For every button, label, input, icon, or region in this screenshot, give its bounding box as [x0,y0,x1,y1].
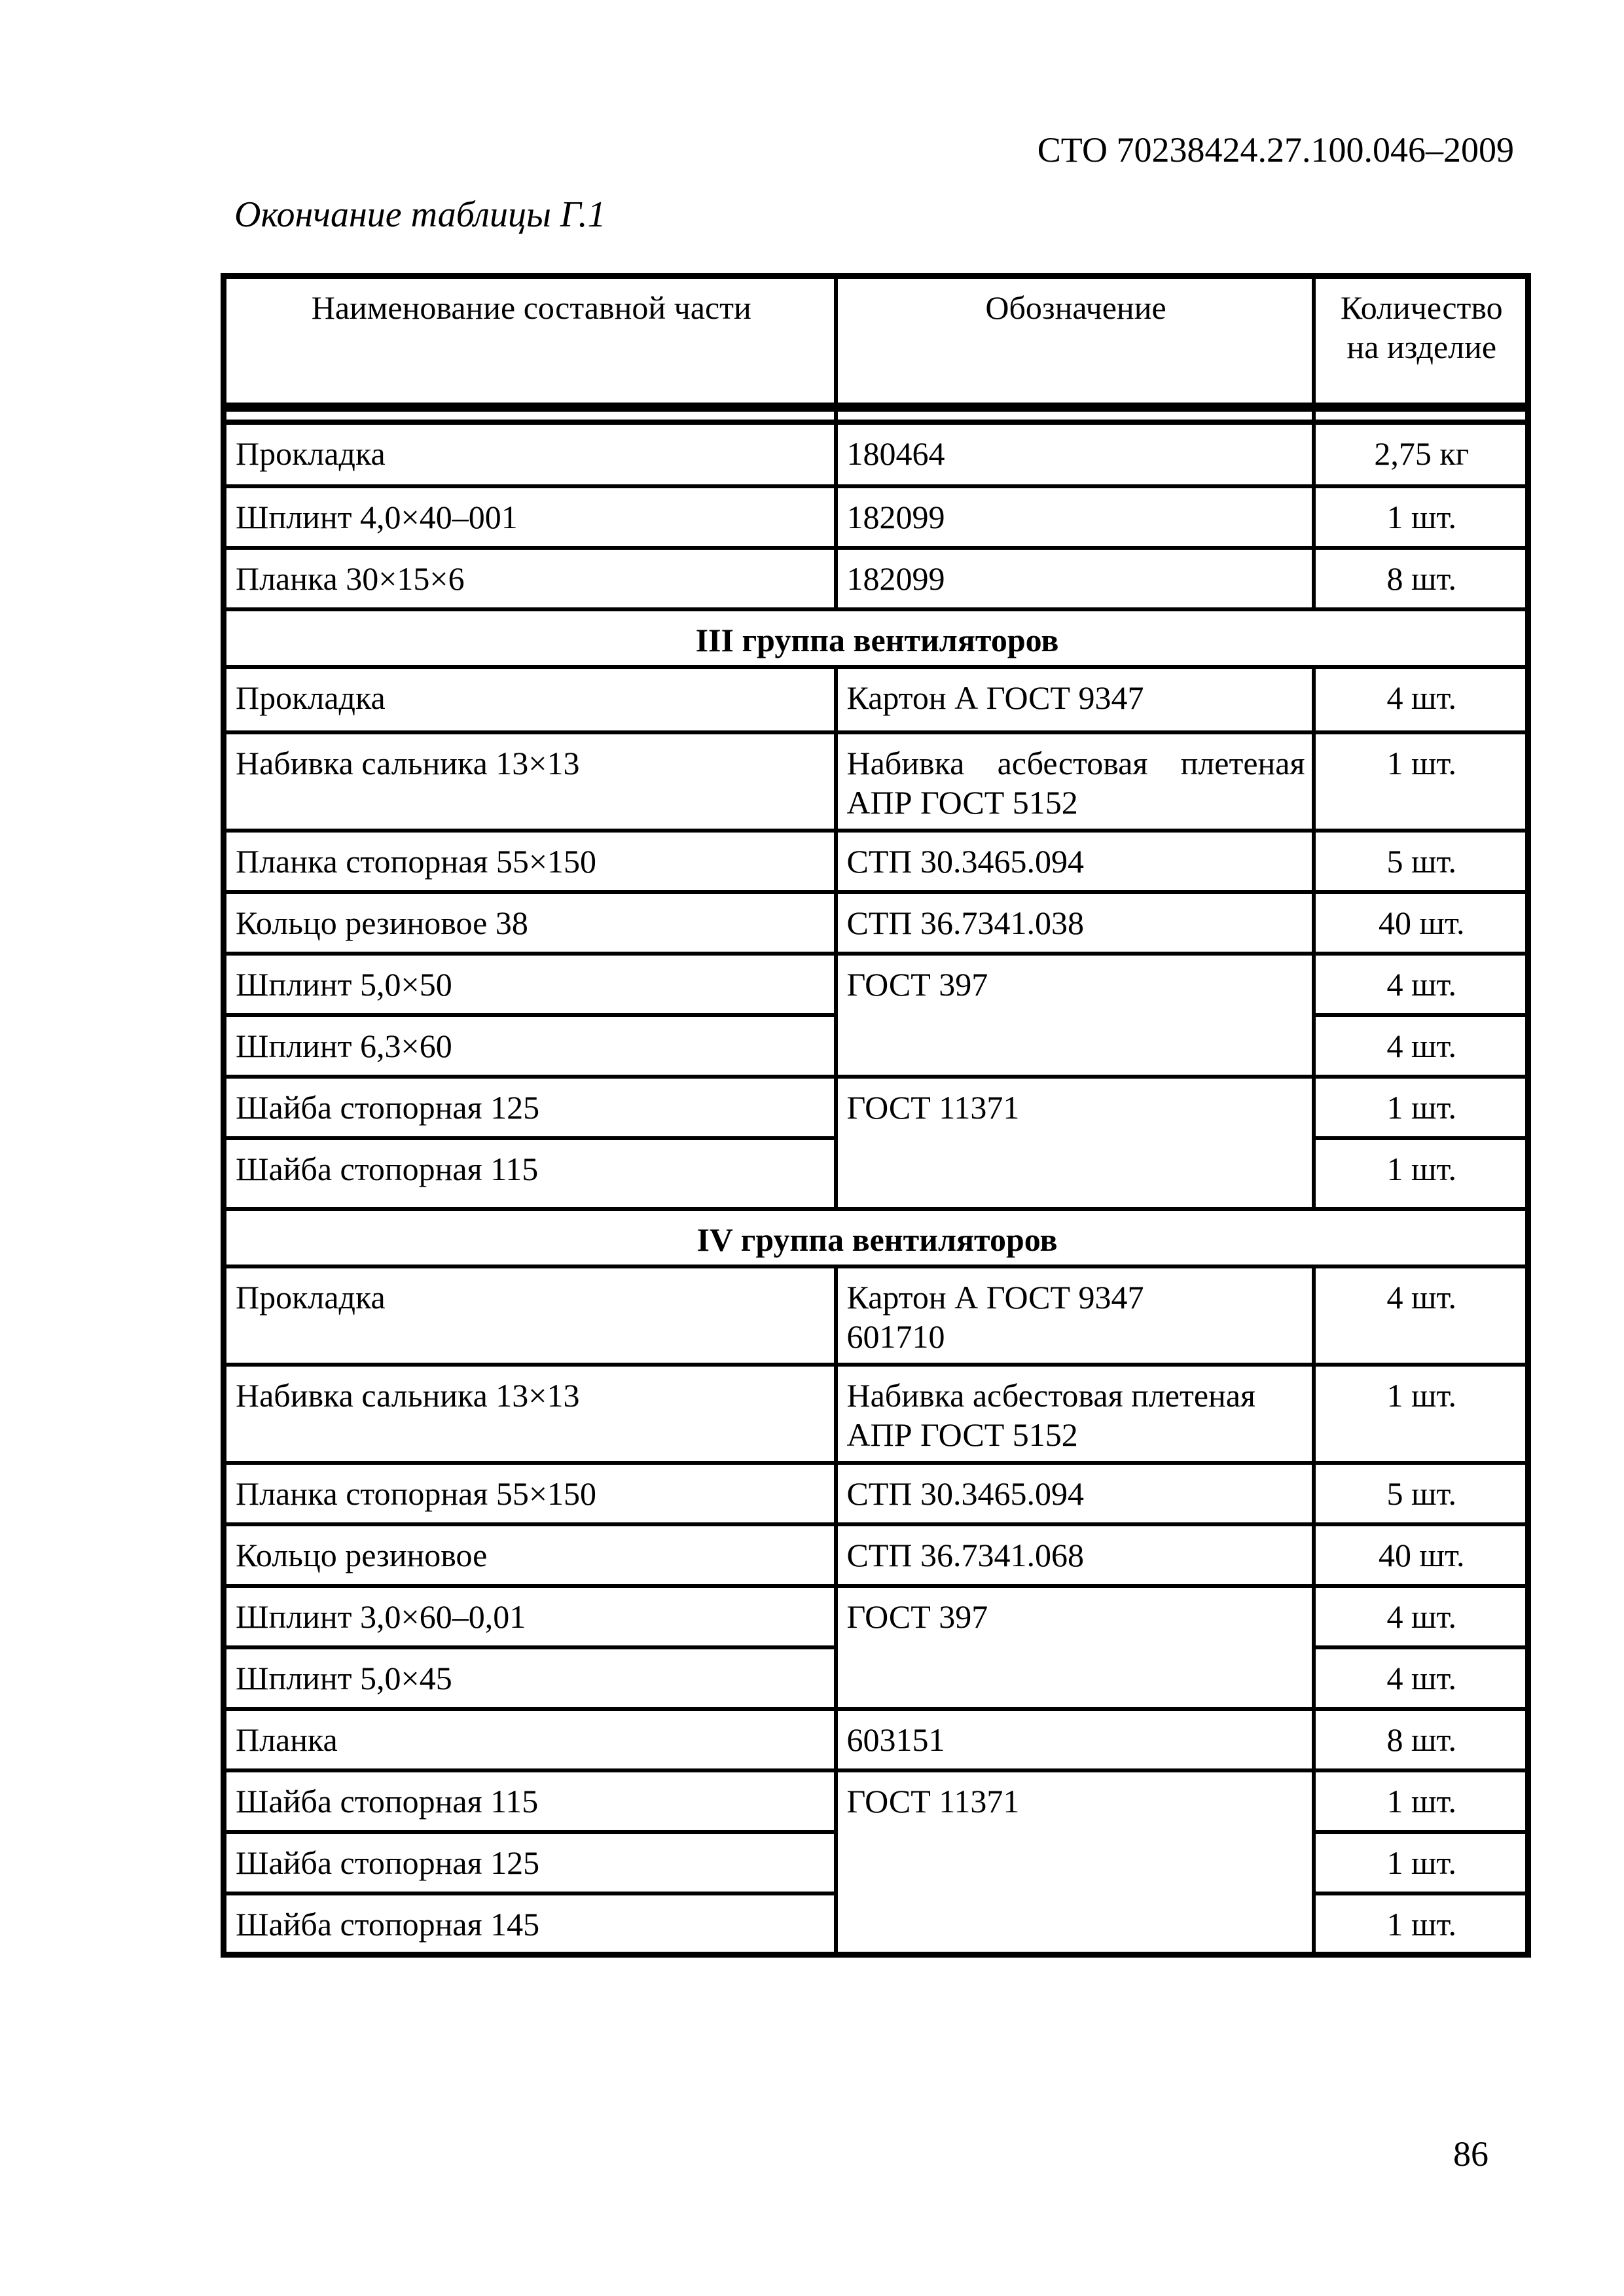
designation-cell: 603151 [836,1709,1314,1770]
table-row [224,667,1528,732]
quantity-cell: 1 шт. [1314,1893,1528,1955]
designation-cell: 182099 [836,548,1314,609]
table-row [224,1266,1528,1365]
doc-code: СТО 70238424.27.100.046–2009 [1037,130,1514,170]
designation-cell: ГОСТ 397 [836,1586,1314,1709]
part-name-cell: Планка 30×15×6 [224,548,836,609]
quantity-cell: 1 шт. [1314,1365,1528,1463]
table-row [224,1077,1528,1138]
quantity-cell: 1 шт. [1314,1138,1528,1209]
part-name-cell: Кольцо резиновое 38 [224,892,836,954]
table-caption: Окончание таблицы Г.1 [234,194,606,235]
quantity-cell: 5 шт. [1314,831,1528,892]
part-name-cell: Прокладка [224,1266,836,1365]
table-row [224,1524,1528,1586]
quantity-cell: 4 шт. [1314,1015,1528,1077]
designation-cell: СТП 36.7341.038 [836,892,1314,954]
section-label: III группа вентиляторов [224,609,1528,667]
quantity-cell: 4 шт. [1314,954,1528,1015]
part-name-cell: Планка стопорная 55×150 [224,1463,836,1524]
header-row [224,276,1528,407]
part-name-cell: Кольцо резиновое [224,1524,836,1586]
table-row [224,1365,1528,1463]
designation-cell: Набивка асбестовая плетеная АПР ГОСТ 5152 [836,1365,1314,1463]
designation-line: 601710 [846,1318,945,1355]
table-row [224,548,1528,609]
quantity-cell: 2,75 кг [1314,422,1528,486]
components-table [221,273,1531,1958]
table-row [224,954,1528,1015]
page-number: 86 [1453,2134,1489,2174]
table-row [224,1586,1528,1647]
quantity-cell: 4 шт. [1314,1586,1528,1647]
part-name-cell: Шплинт 5,0×45 [224,1647,836,1709]
head-separator [224,407,1528,422]
head-separator-cell [224,407,836,422]
part-name-cell: Прокладка [224,667,836,732]
designation-cell: СТП 30.3465.094 [836,1463,1314,1524]
designation-cell: ГОСТ 397 [836,954,1314,1077]
part-name-cell: Шплинт 6,3×60 [224,1015,836,1077]
part-name-cell: Планка стопорная 55×150 [224,831,836,892]
designation-cell: 182099 [836,486,1314,548]
quantity-cell: 8 шт. [1314,1709,1528,1770]
quantity-cell: 4 шт. [1314,1266,1528,1365]
part-name-cell: Прокладка [224,422,836,486]
head-separator-cell [1314,407,1528,422]
designation-line: Картон А ГОСТ 9347 [846,1278,1144,1316]
section-row-iv [224,1209,1528,1266]
part-name-cell: Шплинт 3,0×60–0,01 [224,1586,836,1647]
table-row [224,1463,1528,1524]
table-row [224,486,1528,548]
part-name-cell: Шплинт 4,0×40–001 [224,486,836,548]
table-row [224,1709,1528,1770]
part-name-cell: Набивка сальника 13×13 [224,1365,836,1463]
quantity-cell: 1 шт. [1314,1832,1528,1893]
section-label: IV группа вентиляторов [224,1209,1528,1266]
head-separator-cell [836,407,1314,422]
part-name-cell: Набивка сальника 13×13 [224,732,836,831]
quantity-cell: 4 шт. [1314,667,1528,732]
quantity-cell: 1 шт. [1314,1077,1528,1138]
designation-cell: Картон А ГОСТ 9347 [836,667,1314,732]
quantity-cell: 1 шт. [1314,1770,1528,1832]
designation-cell: СТП 36.7341.068 [836,1524,1314,1586]
part-name-cell: Планка [224,1709,836,1770]
col-header-designation: Обозначение [836,276,1314,407]
quantity-cell: 4 шт. [1314,1647,1528,1709]
table-row [224,732,1528,831]
part-name-cell: Шайба стопорная 125 [224,1077,836,1138]
part-name-cell: Шайба стопорная 125 [224,1832,836,1893]
col-header-name: Наименование составной части [224,276,836,407]
quantity-cell: 8 шт. [1314,548,1528,609]
designation-cell: ГОСТ 11371 [836,1770,1314,1955]
part-name-cell: Шайба стопорная 115 [224,1770,836,1832]
quantity-cell: 40 шт. [1314,892,1528,954]
designation-cell: ГОСТ 11371 [836,1077,1314,1209]
quantity-cell: 5 шт. [1314,1463,1528,1524]
quantity-cell: 40 шт. [1314,1524,1528,1586]
table-row [224,892,1528,954]
col-header-quantity: Количество на изделие [1314,276,1528,407]
quantity-cell: 1 шт. [1314,486,1528,548]
designation-cell [836,1266,1314,1365]
designation-cell: 180464 [836,422,1314,486]
quantity-cell: 1 шт. [1314,732,1528,831]
table-row [224,422,1528,486]
table-row [224,1770,1528,1832]
section-row-iii [224,609,1528,667]
table-row [224,831,1528,892]
designation-cell: СТП 30.3465.094 [836,831,1314,892]
part-name-cell: Шайба стопорная 115 [224,1138,836,1209]
part-name-cell: Шплинт 5,0×50 [224,954,836,1015]
designation-cell: Набивка асбестовая плетеная АПР ГОСТ 5152 [836,732,1314,831]
part-name-cell: Шайба стопорная 145 [224,1893,836,1955]
